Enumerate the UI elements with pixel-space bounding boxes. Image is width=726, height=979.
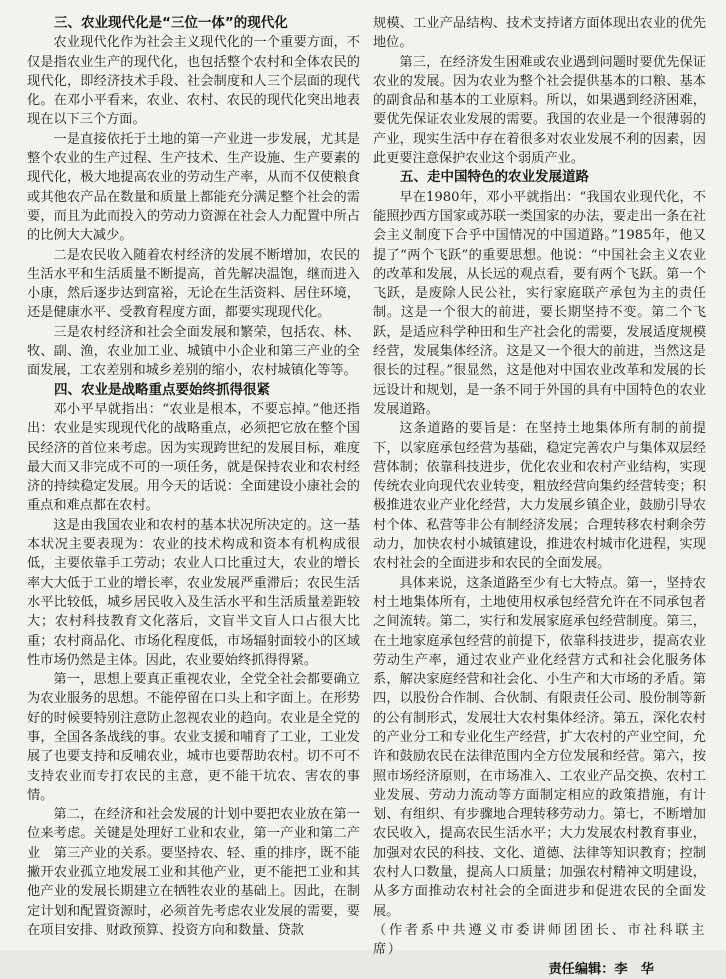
left-paragraph-1: 农业现代化作为社会主义现代化的一个重要方面，不仅是指农业生产的现代化，也包括整个农村和全体农民的现代化，即经济技术手段、社会制度和人三个层面的现代化。在邓小平看来，农业、农村、农民的现代化突出地表现在以下三个方面。 <box>27 35 360 128</box>
section-heading-five: 五、走中国特色的农业发展道路 <box>400 169 589 186</box>
right-paragraph-continuation: 规模、工业产品结构、技术支持诸方面体现出农业的优先地位。 <box>373 16 706 51</box>
editor-credit: 责任编辑：李 华 <box>548 961 654 977</box>
right-paragraph-3: 这条道路的要旨是：在坚持土地集体所有制的前提下，以家庭承包经营为基础，稳定完善农户与集体双层经营体制；依靠科技进步，优化农业和农村产业结构，实现传统农业向现代农业转变，粗放经营向集约经营转变；积极推进农业产业化经营，大力发展乡镇企业，鼓励引导农村个体、私营等非公有制经济发展；合理转移农村剩余劳动力，加快农村小城镇建设，推进农村城市化进程，实现农村社会的全面进步和农民的全面发展。 <box>373 421 706 572</box>
left-paragraph-6: 这是由我国农业和农村的基本状况所决定的。这一基本状况主要表现为：农业的技术构成和资本有机构成很低，主要依靠手工劳动；农业人口比重过大，农业的增长率大大低于工业的增长率，农业发展严重滞后；农民生活水平比较低，城乡居民收入及生活水平和生活质量差距较大；农村科技教育文化落后，文盲半文盲人口占很大比重；农村商品化、市场化程度低，市场辐射面较小的区域性市场仍然是主体。因此，农业要始终抓得得紧。 <box>27 517 360 668</box>
section-heading-three: 三、农业现代化是“三位一体”的现代化 <box>54 15 288 31</box>
right-paragraph-1: 第三，在经济发生困难或农业遇到问题时要优先保证农业的发展。因为农业为整个社会提供基本的口粮、基本的副食品和基本的工业原料。所以，如果遇到经济困难，要优先保证农业发展的需要。我国的农业是一个很薄弱的产业，现实生活中存在着很多对农业发展不利的因素，因此更要注意保护农业这个弱质产业。 <box>373 54 706 167</box>
left-paragraph-4: 三是农村经济和社会全面发展和繁荣，包括农、林、牧、副、渔，农业加工业、城镇中小企业和第三产业的全面发展，工农差别和城乡差别的缩小，农村城镇化等等。 <box>27 324 360 379</box>
left-paragraph-5: 邓小平早就指出：“农业是根本，不要忘掉。”他还指出：农业是实现现代化的战略重点，必须把它放在整个国民经济的首位来考虑。因为实现跨世纪的发展目标，难度最大而又非完成不可的一项任务，就是保持农业和农村经济的持续稳定发展。用今天的话说：全面建设小康社会的重点和难点都在农村。 <box>27 401 360 514</box>
left-paragraph-7: 第一，思想上要真正重视农业，全党全社会都要确立为农业服务的思想。不能停留在口头上和字面上。在形势好的时候要特别注意防止忽视农业的趋向。农业是全党的事，全国各条战线的事。农业支援和哺育了工业，工业发展了也要支持和反哺农业，城市也要帮助农村。切不可不支持农业而专打农民的主意，更不能干坑农、害农的事情。 <box>27 672 360 803</box>
right-paragraph-4: 具体来说，这条道路至少有七大特点。第一，坚持农村土地集体所有，土地使用权承包经营允许在不同承包者之间流转。第二，实行和发展家庭承包经营制度。第三，在土地家庭承包经营的前提下，依靠科技进步，提高农业劳动生产率，通过农业产业化经营方式和社会化服务体系，解决家庭经营和社会化、小生产和大市场的矛盾。第四，以股份合作制、合伙制、有限责任公司、股份制等新的公有制形式，发展壮大农村集体经济。第五，深化农村的产业分工和专业化生产经营，扩大农村的产业空间，允许和鼓励农民在法律范围内全方位发展和经营。第六，按照市场经济原则，在市场准入、工农业产品交换、农村工业发展、劳动力流动等方面制定相应的政策措施，有计划、有组织、有步骤地合理转移劳动力。第七，不断增加农民收入，提高农民生活水平；大力发展农村教育事业，加强对农民的科技、文化、道德、法律等知识教育；控制农村人口数量，提高人口质量；加强农村精神文明建设，从多方面推动农村社会的全面进步和促进农民的全面发展。 <box>373 575 706 919</box>
left-column <box>27 14 360 950</box>
left-paragraph-2: 一是直接依托于土地的第一产业进一步发展，尤其是整个农业的生产过程、生产技术、生产设施、生产要素的现代化，极大地提高农业的劳动生产率，从而不仅使粮食或其他农产品在数量和质量上都能充分满足整个社会的需要，而且为此而投入的劳动力资源在社会人力配置中所占的比例大大减少。 <box>27 131 360 244</box>
section-heading-four: 四、农业是战略重点要始终抓得很紧 <box>54 381 270 398</box>
author-note: （作者系中共遵义市委讲师团团长、市社科联主席） <box>373 922 706 958</box>
right-column <box>373 14 706 977</box>
right-paragraph-2: 早在1980年，邓小平就指出：“我国农业现代化，不能照抄西方国家或苏联一类国家的办法，要走出一条在社会主义制度下合乎中国情况的中国道路。”1985年，他又提了“两个飞跃”的重要思想。他说：“中国社会主义农业的改革和发展，从长远的观点看，要有两个飞跃。第一个飞跃，是废除人民公社，实行家庭联产承包为主的责任制。这是一个很大的前进，要长期坚持不变。第二个飞跃，是适应科学种田和生产社会化的需要，发展适度规模经营，发展集体经济。这是又一个很大的前进，当然这是很长的过程。”很显然，这是他对中国农业改革和发展的长远设计和规划，是一条不同于外国的具有中国特色的农业发展道路。 <box>373 189 706 417</box>
left-paragraph-3: 二是农民收入随着农村经济的发展不断增加，农民的生活水平和生活质量不断提高，首先解决温饱，继而进入小康，然后逐步达到富裕，无论在生活资料、居住环境，还是健康水平、受教育程度方面，都要实现现代化。 <box>27 247 360 321</box>
left-paragraph-8: 第二，在经济和社会发展的计划中要把农业放在第一位来考虑。关键是处理好工业和农业，第一产业和第二产业 第三产业的关系。要坚持农、轻、重的排序，既不能撇开农业孤立地发展工业和其他产业，更不能把工业和其他产业的发展长期建立在牺牲农业的基础上。因此，在制定计划和配置资源时，必须首先考虑农业发展的需要，要在项目安排、财政预算、投资方向和数量、贷款 <box>27 807 360 938</box>
